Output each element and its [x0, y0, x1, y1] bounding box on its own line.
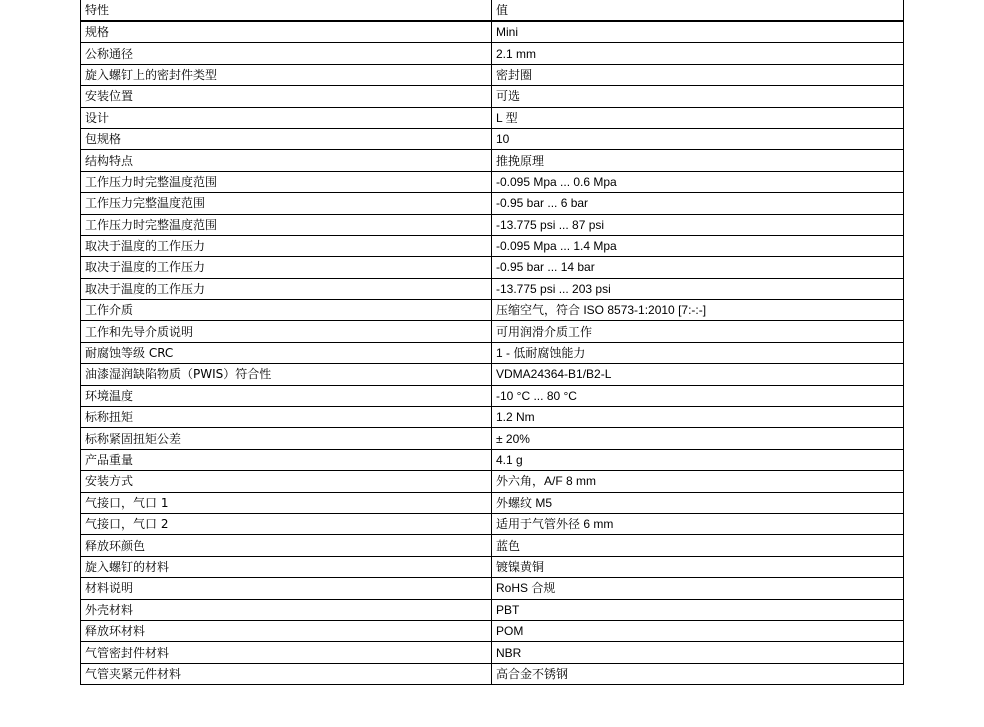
property-cell: 旋入螺钉的材料 — [81, 556, 492, 577]
table-row — [81, 64, 904, 85]
table-row — [81, 642, 904, 663]
table-row — [81, 257, 904, 278]
value-cell: 2.1 mm — [492, 43, 904, 64]
table-row — [81, 385, 904, 406]
table-row — [81, 471, 904, 492]
value-cell: 可选 — [492, 86, 904, 107]
value-cell: 适用于气管外径 6 mm — [492, 513, 904, 534]
value-cell: VDMA24364-B1/B2-L — [492, 364, 904, 385]
property-cell: 产品重量 — [81, 449, 492, 470]
property-cell: 环境温度 — [81, 385, 492, 406]
property-cell: 包规格 — [81, 128, 492, 149]
table-row — [81, 663, 904, 684]
table-row — [81, 43, 904, 64]
value-cell: -10 °C ... 80 °C — [492, 385, 904, 406]
value-cell: -0.95 bar ... 14 bar — [492, 257, 904, 278]
table-row — [81, 513, 904, 534]
table-body — [81, 21, 904, 684]
property-cell: 旋入螺钉上的密封件类型 — [81, 64, 492, 85]
table-row — [81, 578, 904, 599]
property-cell: 工作压力完整温度范围 — [81, 193, 492, 214]
value-cell: 外六角，A/F 8 mm — [492, 471, 904, 492]
property-cell: 气管夹紧元件材料 — [81, 663, 492, 684]
table-row — [81, 556, 904, 577]
property-cell: 油漆湿润缺陷物质（PWIS）符合性 — [81, 364, 492, 385]
table-row — [81, 321, 904, 342]
table-row — [81, 449, 904, 470]
property-cell: 工作介质 — [81, 300, 492, 321]
property-cell: 公称通径 — [81, 43, 492, 64]
property-cell: 气接口，气口 1 — [81, 492, 492, 513]
value-cell: NBR — [492, 642, 904, 663]
table-row — [81, 150, 904, 171]
value-cell: L 型 — [492, 107, 904, 128]
table-row — [81, 128, 904, 149]
table-row — [81, 407, 904, 428]
value-cell: 高合金不锈钢 — [492, 663, 904, 684]
value-cell: 压缩空气，符合 ISO 8573-1:2010 [7:-:-] — [492, 300, 904, 321]
property-cell: 耐腐蚀等级 CRC — [81, 342, 492, 363]
table-row — [81, 86, 904, 107]
value-cell: 可用润滑介质工作 — [492, 321, 904, 342]
table-row — [81, 21, 904, 43]
value-cell: -0.95 bar ... 6 bar — [492, 193, 904, 214]
value-cell: Mini — [492, 21, 904, 43]
value-cell: 蓝色 — [492, 535, 904, 556]
property-cell: 释放环材料 — [81, 620, 492, 641]
table-row — [81, 535, 904, 556]
value-cell: -13.775 psi ... 203 psi — [492, 278, 904, 299]
table-row — [81, 214, 904, 235]
property-cell: 工作压力时完整温度范围 — [81, 171, 492, 192]
value-cell: PBT — [492, 599, 904, 620]
property-cell: 安装位置 — [81, 86, 492, 107]
value-cell: 密封圈 — [492, 64, 904, 85]
table-row — [81, 620, 904, 641]
property-cell: 设计 — [81, 107, 492, 128]
value-cell: RoHS 合规 — [492, 578, 904, 599]
header-property: 特性 — [81, 0, 492, 21]
table-row — [81, 278, 904, 299]
property-cell: 工作和先导介质说明 — [81, 321, 492, 342]
value-cell: 4.1 g — [492, 449, 904, 470]
property-cell: 取决于温度的工作压力 — [81, 278, 492, 299]
table-header-row — [81, 0, 904, 21]
value-cell: 推挽原理 — [492, 150, 904, 171]
table-row — [81, 107, 904, 128]
value-cell: 镀镍黄铜 — [492, 556, 904, 577]
value-cell: 1 - 低耐腐蚀能力 — [492, 342, 904, 363]
table-row — [81, 428, 904, 449]
table-row — [81, 599, 904, 620]
table-row — [81, 364, 904, 385]
table-row — [81, 171, 904, 192]
value-cell: -13.775 psi ... 87 psi — [492, 214, 904, 235]
value-cell: 外螺纹 M5 — [492, 492, 904, 513]
spec-table — [80, 0, 904, 685]
property-cell: 释放环颜色 — [81, 535, 492, 556]
table-row — [81, 300, 904, 321]
property-cell: 取决于温度的工作压力 — [81, 235, 492, 256]
property-cell: 材料说明 — [81, 578, 492, 599]
property-cell: 结构特点 — [81, 150, 492, 171]
property-cell: 气接口，气口 2 — [81, 513, 492, 534]
value-cell: POM — [492, 620, 904, 641]
table-row — [81, 193, 904, 214]
value-cell: 1.2 Nm — [492, 407, 904, 428]
property-cell: 规格 — [81, 21, 492, 43]
header-value: 值 — [492, 0, 904, 21]
property-cell: 外壳材料 — [81, 599, 492, 620]
property-cell: 取决于温度的工作压力 — [81, 257, 492, 278]
value-cell: 10 — [492, 128, 904, 149]
property-cell: 工作压力时完整温度范围 — [81, 214, 492, 235]
value-cell: ± 20% — [492, 428, 904, 449]
property-cell: 标称紧固扭矩公差 — [81, 428, 492, 449]
table-row — [81, 492, 904, 513]
property-cell: 标称扭矩 — [81, 407, 492, 428]
table-row — [81, 235, 904, 256]
value-cell: -0.095 Mpa ... 0.6 Mpa — [492, 171, 904, 192]
property-cell: 安装方式 — [81, 471, 492, 492]
property-cell: 气管密封件材料 — [81, 642, 492, 663]
value-cell: -0.095 Mpa ... 1.4 Mpa — [492, 235, 904, 256]
table-row — [81, 342, 904, 363]
